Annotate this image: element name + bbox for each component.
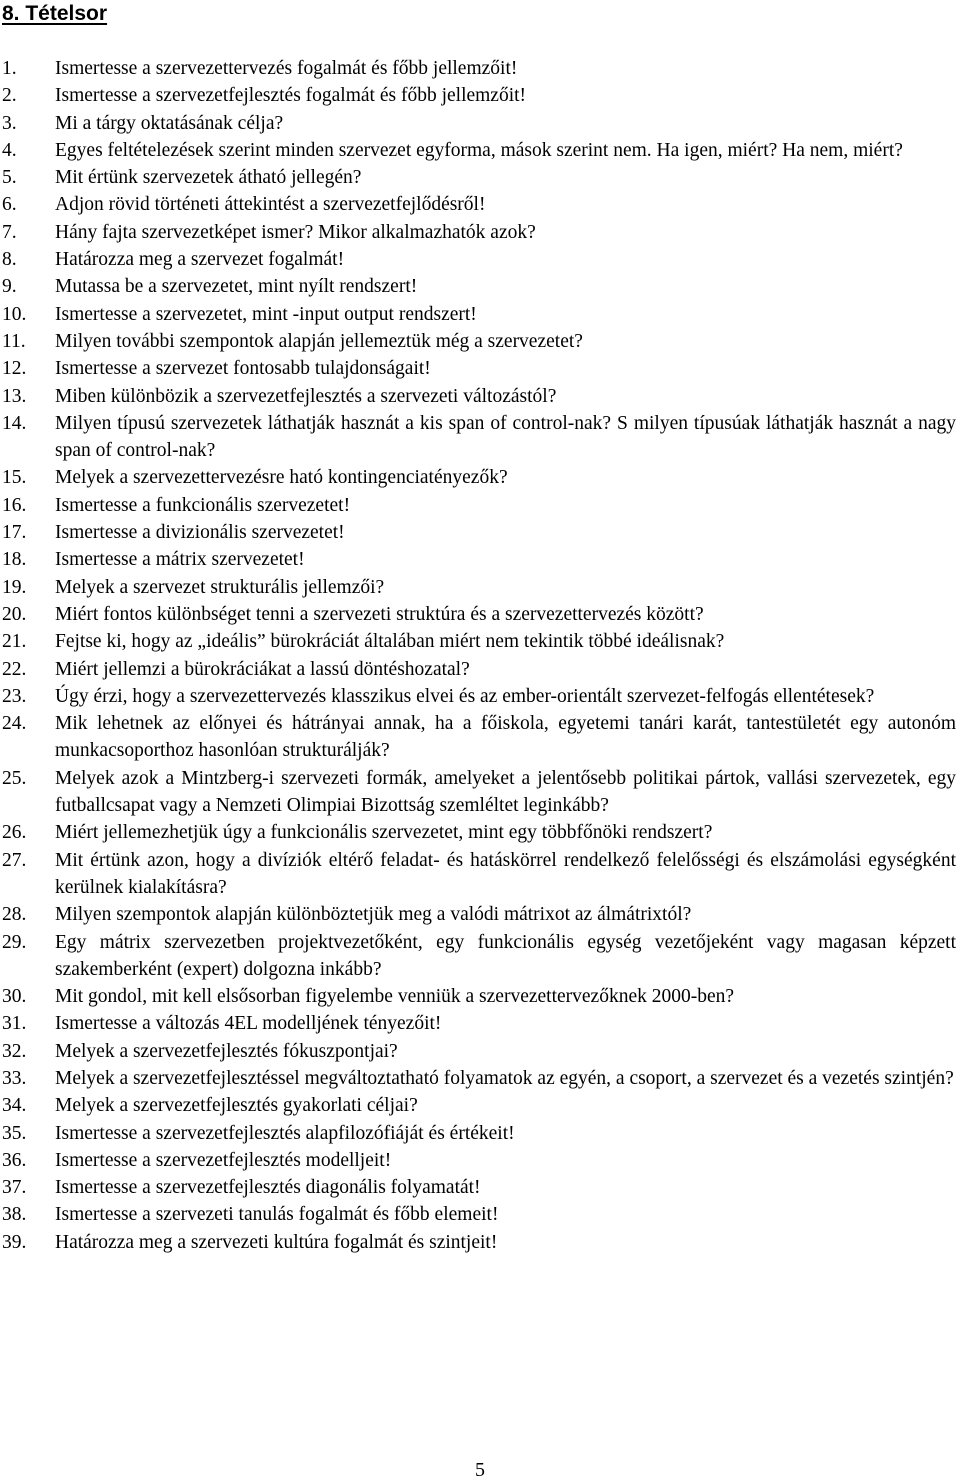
question-item	[2, 246, 956, 273]
question-text: Melyek a szervezetfejlesztés fókuszpontjai?	[55, 1040, 398, 1062]
question-number: 26.	[2, 822, 27, 844]
question-item	[2, 410, 956, 465]
question-text: Miért jellemzi a bürokráciákat a lassú döntéshozatal?	[55, 658, 470, 680]
question-text: Milyen további szempontok alapján jellemeztük még a szervezetet?	[55, 330, 583, 352]
question-number: 21.	[2, 631, 27, 653]
question-text: Melyek a szervezettervezésre ható kontingenciatényezők?	[55, 467, 508, 489]
question-item	[2, 656, 956, 683]
question-number: 25.	[2, 767, 27, 789]
question-item	[2, 929, 956, 984]
question-item	[2, 1092, 956, 1119]
question-number: 39.	[2, 1231, 27, 1253]
question-item	[2, 628, 956, 655]
question-number: 17.	[2, 522, 27, 544]
question-text: Ismertesse a szervezetfejlesztés diagonális folyamatát!	[55, 1177, 481, 1199]
question-item	[2, 1010, 956, 1037]
question-number: 15.	[2, 467, 27, 489]
question-item	[2, 546, 956, 573]
question-text: Ismertesse a divizionális szervezetet!	[55, 522, 345, 544]
question-item	[2, 765, 956, 820]
question-text: Miért fontos különbséget tenni a szervezeti struktúra és a szervezettervezés között?	[55, 603, 704, 625]
page-number: 5	[475, 1459, 485, 1481]
question-item	[2, 464, 956, 491]
question-number: 10.	[2, 303, 27, 325]
question-item	[2, 328, 956, 355]
question-text: Melyek a szervezetfejlesztés gyakorlati céljai?	[55, 1095, 418, 1117]
question-text: Fejtse ki, hogy az „ideális” bürokráciát általában miért nem tekintik többé ideálisnak?	[55, 631, 725, 653]
question-item	[2, 847, 956, 902]
question-text: Ismertesse a szervezettervezés fogalmát és főbb jellemzőit!	[55, 58, 518, 79]
question-number: 9.	[2, 276, 17, 298]
question-text: Mit gondol, mit kell elsősorban figyelembe venniük a szervezettervezőknek 2000-ben?	[55, 986, 735, 1008]
question-item	[2, 110, 956, 137]
question-text: Mit értünk szervezetek átható jellegén?	[55, 167, 362, 189]
question-number: 28.	[2, 904, 27, 926]
question-item	[2, 383, 956, 410]
question-number: 12.	[2, 358, 27, 380]
question-number: 29.	[2, 931, 27, 953]
question-number: 20.	[2, 603, 27, 625]
question-item	[2, 301, 956, 328]
question-number: 11.	[2, 330, 26, 352]
question-item	[2, 983, 956, 1010]
question-item	[2, 710, 956, 765]
question-item	[2, 55, 956, 82]
question-number: 23.	[2, 685, 27, 707]
question-item	[2, 901, 956, 928]
question-item	[2, 683, 956, 710]
question-text: Melyek azok a Mintzberg-i szervezeti formák, amelyeket a jelentősebb politikai pártok, vallási szervezetek, egy futballcsapat vagy a Nemzeti Olimpiai Bizottság szemléltet leginkább?	[55, 767, 956, 817]
question-number: 3.	[2, 112, 17, 134]
question-text: Ismertesse a szervezetfejlesztés fogalmát és főbb jellemzőit!	[55, 85, 527, 107]
question-number: 24.	[2, 713, 27, 735]
question-item	[2, 601, 956, 628]
question-text: Adjon rövid történeti áttekintést a szervezetfejlődésről!	[55, 194, 486, 216]
question-number: 34.	[2, 1095, 27, 1117]
question-number: 6.	[2, 194, 17, 216]
question-number: 27.	[2, 849, 27, 871]
question-number: 8.	[2, 249, 17, 271]
question-item	[2, 1229, 956, 1256]
question-item	[2, 574, 956, 601]
page-title: 8. Tételsor	[2, 2, 108, 25]
question-text: Hány fajta szervezetképet ismer? Mikor alkalmazhatók azok?	[55, 221, 536, 243]
question-text: Ismertesse a szervezetfejlesztés alapfilozófiáját és értékeit!	[55, 1122, 515, 1144]
question-number: 18.	[2, 549, 27, 571]
question-number: 35.	[2, 1122, 27, 1144]
question-number: 7.	[2, 221, 17, 243]
question-text: Egyes feltételezések szerint minden szervezet egyforma, mások szerint nem. Ha igen, miért? Ha nem, miért?	[55, 139, 903, 161]
question-number: 32.	[2, 1040, 27, 1062]
question-text: Melyek a szervezet strukturális jellemzői?	[55, 576, 385, 598]
question-text: Ismertesse a funkcionális szervezetet!	[55, 494, 351, 516]
question-text: Úgy érzi, hogy a szervezettervezés klasszikus elvei és az ember-orientált szervezet-felfogás ellentétesek?	[55, 685, 875, 707]
question-number: 2.	[2, 85, 17, 107]
question-number: 5.	[2, 167, 17, 189]
question-item	[2, 273, 956, 300]
question-number: 33.	[2, 1067, 27, 1089]
question-number: 19.	[2, 576, 27, 598]
question-number: 14.	[2, 412, 27, 434]
question-number: 31.	[2, 1013, 27, 1035]
question-text: Egy mátrix szervezetben projektvezetőként, egy funkcionális egység vezetőjeként vagy magasan képzett szakemberként (expert) dolgozna inkább?	[55, 931, 956, 980]
question-item	[2, 355, 956, 382]
question-item	[2, 1201, 956, 1228]
question-item	[2, 164, 956, 191]
question-number: 1.	[2, 58, 17, 79]
question-text: Miben különbözik a szervezetfejlesztés a szervezeti változástól?	[55, 385, 557, 407]
question-text: Ismertesse a szervezetet, mint -input output rendszert!	[55, 303, 477, 325]
question-text: Mutassa be a szervezetet, mint nyílt rendszert!	[55, 276, 418, 298]
question-item	[2, 819, 956, 846]
question-text: Ismertesse a szervezet fontosabb tulajdonságait!	[55, 358, 431, 380]
question-text: Milyen szempontok alapján különböztetjük meg a valódi mátrixot az álmátrixtól?	[55, 904, 692, 926]
question-item	[2, 191, 956, 218]
question-number: 30.	[2, 986, 27, 1008]
question-text: Melyek a szervezetfejlesztéssel megváltoztatható folyamatok az egyén, a csoport, a szervezet és a vezetés szintjén?	[55, 1067, 954, 1089]
question-number: 37.	[2, 1177, 27, 1199]
question-item	[2, 1038, 956, 1065]
question-item	[2, 1147, 956, 1174]
question-text: Ismertesse a szervezetfejlesztés modelljeit!	[55, 1149, 392, 1171]
question-text: Mit értünk azon, hogy a divíziók eltérő feladat- és hatáskörrel rendelkező felelősségi és elszámolási egységként kerülnek kialakításra?	[55, 849, 956, 898]
question-text: Ismertesse a szervezeti tanulás fogalmát és főbb elemeit!	[55, 1204, 499, 1226]
question-text: Milyen típusú szervezetek láthatják hasznát a kis span of control-nak? S milyen típusúak láthatják hasznát a nagy span of control-nak?	[55, 412, 956, 462]
question-number: 4.	[2, 139, 17, 161]
question-number: 22.	[2, 658, 27, 680]
question-text: Határozza meg a szervezet fogalmát!	[55, 249, 345, 271]
question-item	[2, 1174, 956, 1201]
question-text: Mi a tárgy oktatásának célja?	[55, 112, 284, 134]
question-item	[2, 519, 956, 546]
question-number: 36.	[2, 1149, 27, 1171]
question-number: 38.	[2, 1204, 27, 1226]
question-item	[2, 1120, 956, 1147]
question-item	[2, 137, 956, 164]
question-item	[2, 219, 956, 246]
question-number: 13.	[2, 385, 27, 407]
question-text: Mik lehetnek az előnyei és hátrányai annak, ha a főiskola, egyetemi tanári karát, tantestületét egy autonóm munkacsoporthoz hasonlóan strukturálják?	[55, 713, 956, 762]
question-text: Miért jellemezhetjük úgy a funkcionális szervezetet, mint egy többfőnöki rendszert?	[55, 822, 713, 844]
question-number: 16.	[2, 494, 27, 516]
question-item	[2, 492, 956, 519]
question-text: Ismertesse a változás 4EL modelljének tényezőit!	[55, 1013, 442, 1035]
question-item	[2, 1065, 956, 1092]
question-text: Ismertesse a mátrix szervezetet!	[55, 549, 305, 571]
question-text: Határozza meg a szervezeti kultúra fogalmát és szintjeit!	[55, 1231, 498, 1253]
question-list	[2, 55, 956, 1256]
question-item	[2, 82, 956, 109]
